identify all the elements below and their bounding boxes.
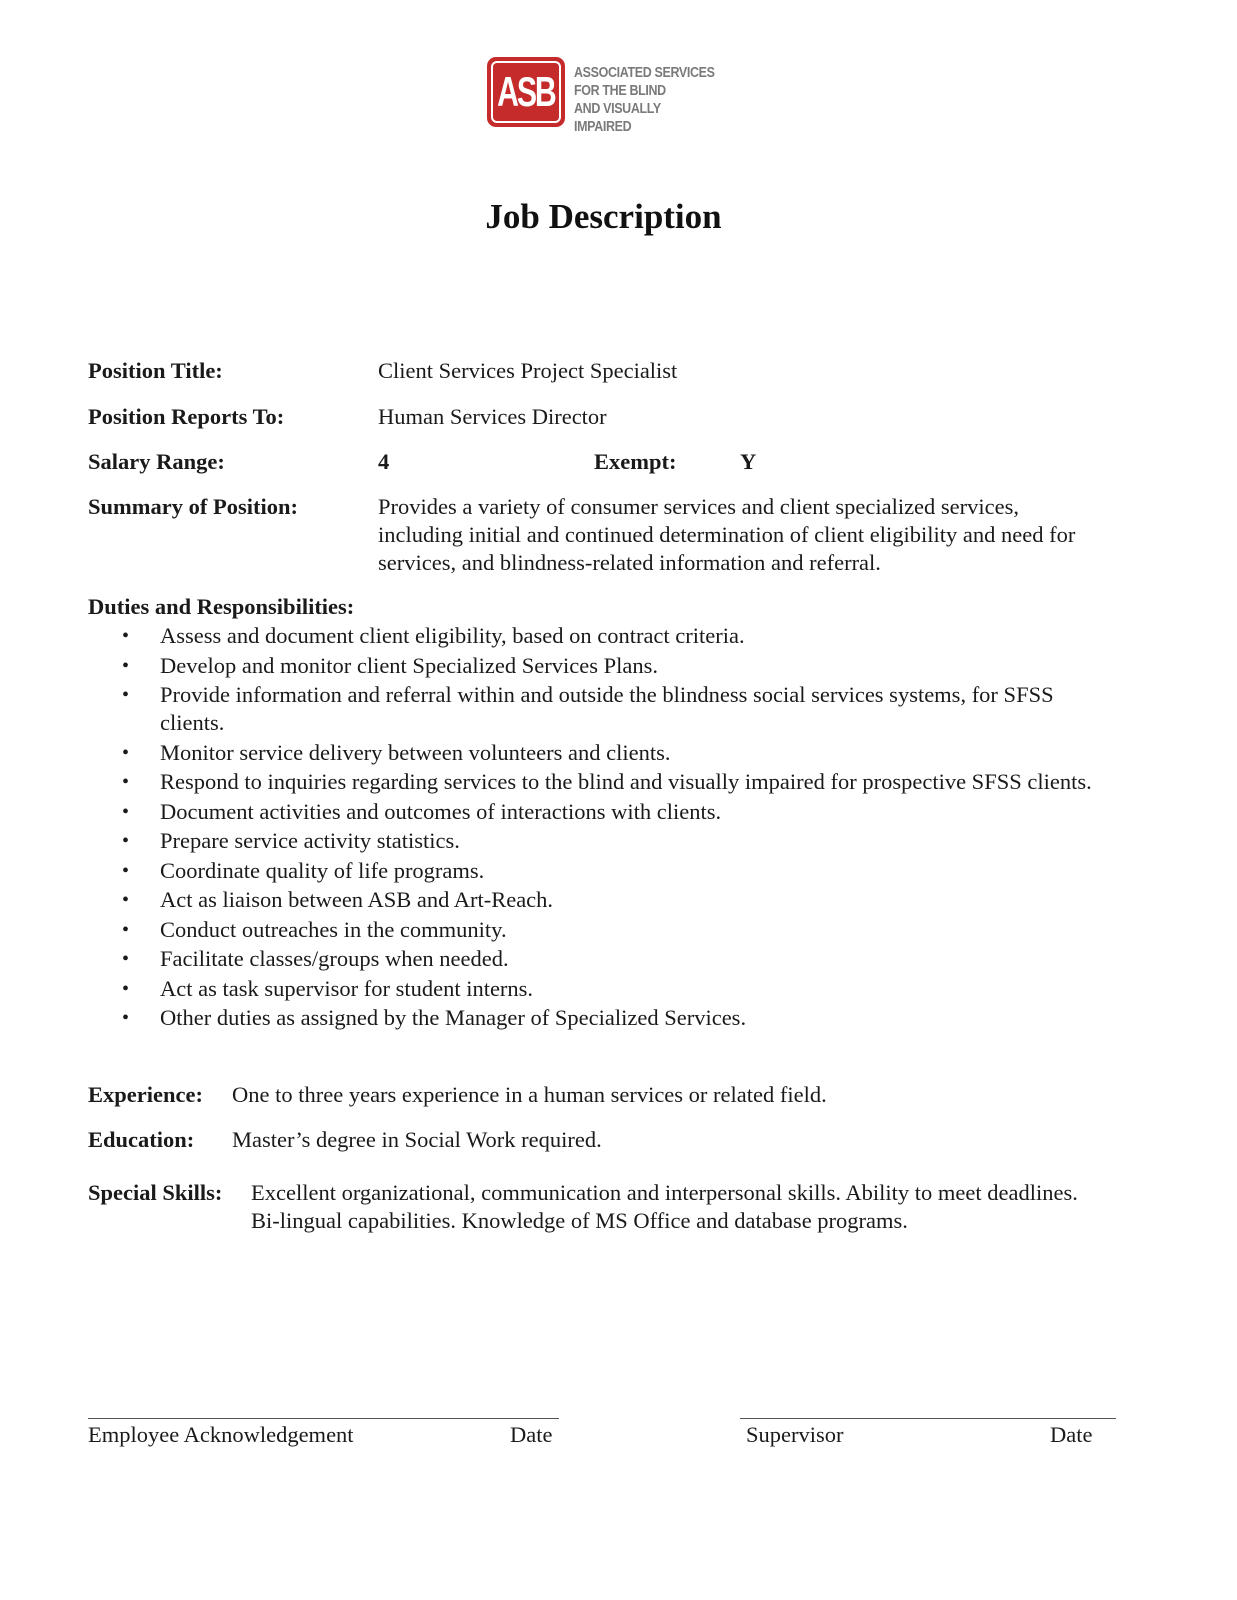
bullet-icon: • <box>122 948 130 970</box>
position-title-label: Position Title: <box>88 358 223 383</box>
bullet-icon: • <box>122 684 130 706</box>
duty-item <box>88 768 1108 796</box>
bullet-icon: • <box>122 741 130 764</box>
duty-text: Act as liaison between ASB and Art-Reach. <box>160 887 554 912</box>
org-name-line-3: AND VISUALLY IMPAIRED <box>574 101 661 135</box>
bullet-icon: • <box>122 918 130 941</box>
duty-text: Facilitate classes/groups when needed. <box>160 946 509 971</box>
salary-range-value: 4 <box>378 449 390 474</box>
duty-text: Document activities and outcomes of interactions with clients. <box>160 798 722 824</box>
duty-item <box>88 916 1108 944</box>
bullet-icon: • <box>122 1007 130 1029</box>
duty-item <box>88 857 1108 885</box>
duty-item <box>88 886 1108 914</box>
education-label: Education: <box>88 1127 195 1152</box>
duty-text: Assess and document client eligibility, based on contract criteria. <box>160 623 745 648</box>
education-value: Master’s degree in Social Work required. <box>232 1127 602 1152</box>
bullet-icon: • <box>122 977 130 1000</box>
experience-value: One to three years experience in a human services or related field. <box>232 1082 827 1107</box>
bullet-icon: • <box>122 625 130 647</box>
exempt-value: Y <box>740 449 757 474</box>
duty-item <box>88 827 1108 855</box>
duty-item <box>88 975 1108 1003</box>
bullet-icon: • <box>122 800 130 823</box>
duty-text: Conduct outreaches in the community. <box>160 916 507 942</box>
org-name-line-1: ASSOCIATED SERVICES <box>574 65 715 81</box>
bullet-icon: • <box>122 889 130 911</box>
duty-item <box>88 681 1108 737</box>
duty-text: Provide information and referral within and outside the blindness social services systems, for SFSS clients. <box>160 682 1054 735</box>
duty-text: Coordinate quality of life programs. <box>160 857 485 883</box>
bullet-icon: • <box>122 771 130 793</box>
duties-list <box>88 622 1108 1034</box>
duty-text: Prepare service activity statistics. <box>160 828 460 853</box>
special-skills-label: Special Skills: <box>88 1180 223 1205</box>
exempt-label: Exempt: <box>594 449 677 474</box>
duty-item <box>88 652 1108 680</box>
experience-label: Experience: <box>88 1082 203 1107</box>
duty-text: Develop and monitor client Specialized Services Plans. <box>160 652 658 678</box>
reports-to-label: Position Reports To: <box>88 404 285 429</box>
supervisor-label: Supervisor <box>746 1422 844 1447</box>
org-name-line-2: FOR THE BLIND <box>574 83 666 99</box>
summary-label: Summary of Position: <box>88 494 298 519</box>
employee-acknowledgement-label: Employee Acknowledgement <box>88 1422 354 1447</box>
duty-item <box>88 739 1108 767</box>
supervisor-date-label: Date <box>1050 1422 1093 1447</box>
duty-item <box>88 1004 1108 1032</box>
duty-text: Respond to inquiries regarding services to the blind and visually impaired for prospective SFSS clients. <box>160 769 1092 794</box>
bullet-icon: • <box>122 654 130 677</box>
asb-logo-mark <box>487 57 565 127</box>
bullet-icon: • <box>122 859 130 882</box>
duty-text: Monitor service delivery between volunteers and clients. <box>160 739 671 765</box>
duty-text: Act as task supervisor for student interns. <box>160 975 534 1001</box>
duties-heading: Duties and Responsibilities: <box>88 594 355 619</box>
supervisor-signature-line <box>740 1418 1116 1419</box>
duty-item <box>88 945 1108 973</box>
reports-to-value: Human Services Director <box>378 404 607 429</box>
special-skills-value: Excellent organizational, communication and interpersonal skills. Ability to meet deadlines. Bi-lingual capabilities. Knowledge of MS Office and database programs. <box>251 1180 1078 1233</box>
duty-item <box>88 622 1108 650</box>
position-title-value: Client Services Project Specialist <box>378 358 678 383</box>
logo-mark-text: ASB <box>497 68 555 115</box>
summary-value: Provides a variety of consumer services and client specialized services, including initial and continued determination of client eligibility and need for services, and blindness-related information and referral. <box>378 494 1076 575</box>
org-name <box>574 64 720 136</box>
duty-item <box>88 798 1108 826</box>
salary-range-label: Salary Range: <box>88 449 225 474</box>
bullet-icon: • <box>122 830 130 852</box>
employee-signature-line <box>88 1418 559 1419</box>
page-title: Job Description <box>485 197 722 236</box>
duty-text: Other duties as assigned by the Manager of Specialized Services. <box>160 1005 747 1030</box>
employee-date-label: Date <box>510 1422 553 1447</box>
